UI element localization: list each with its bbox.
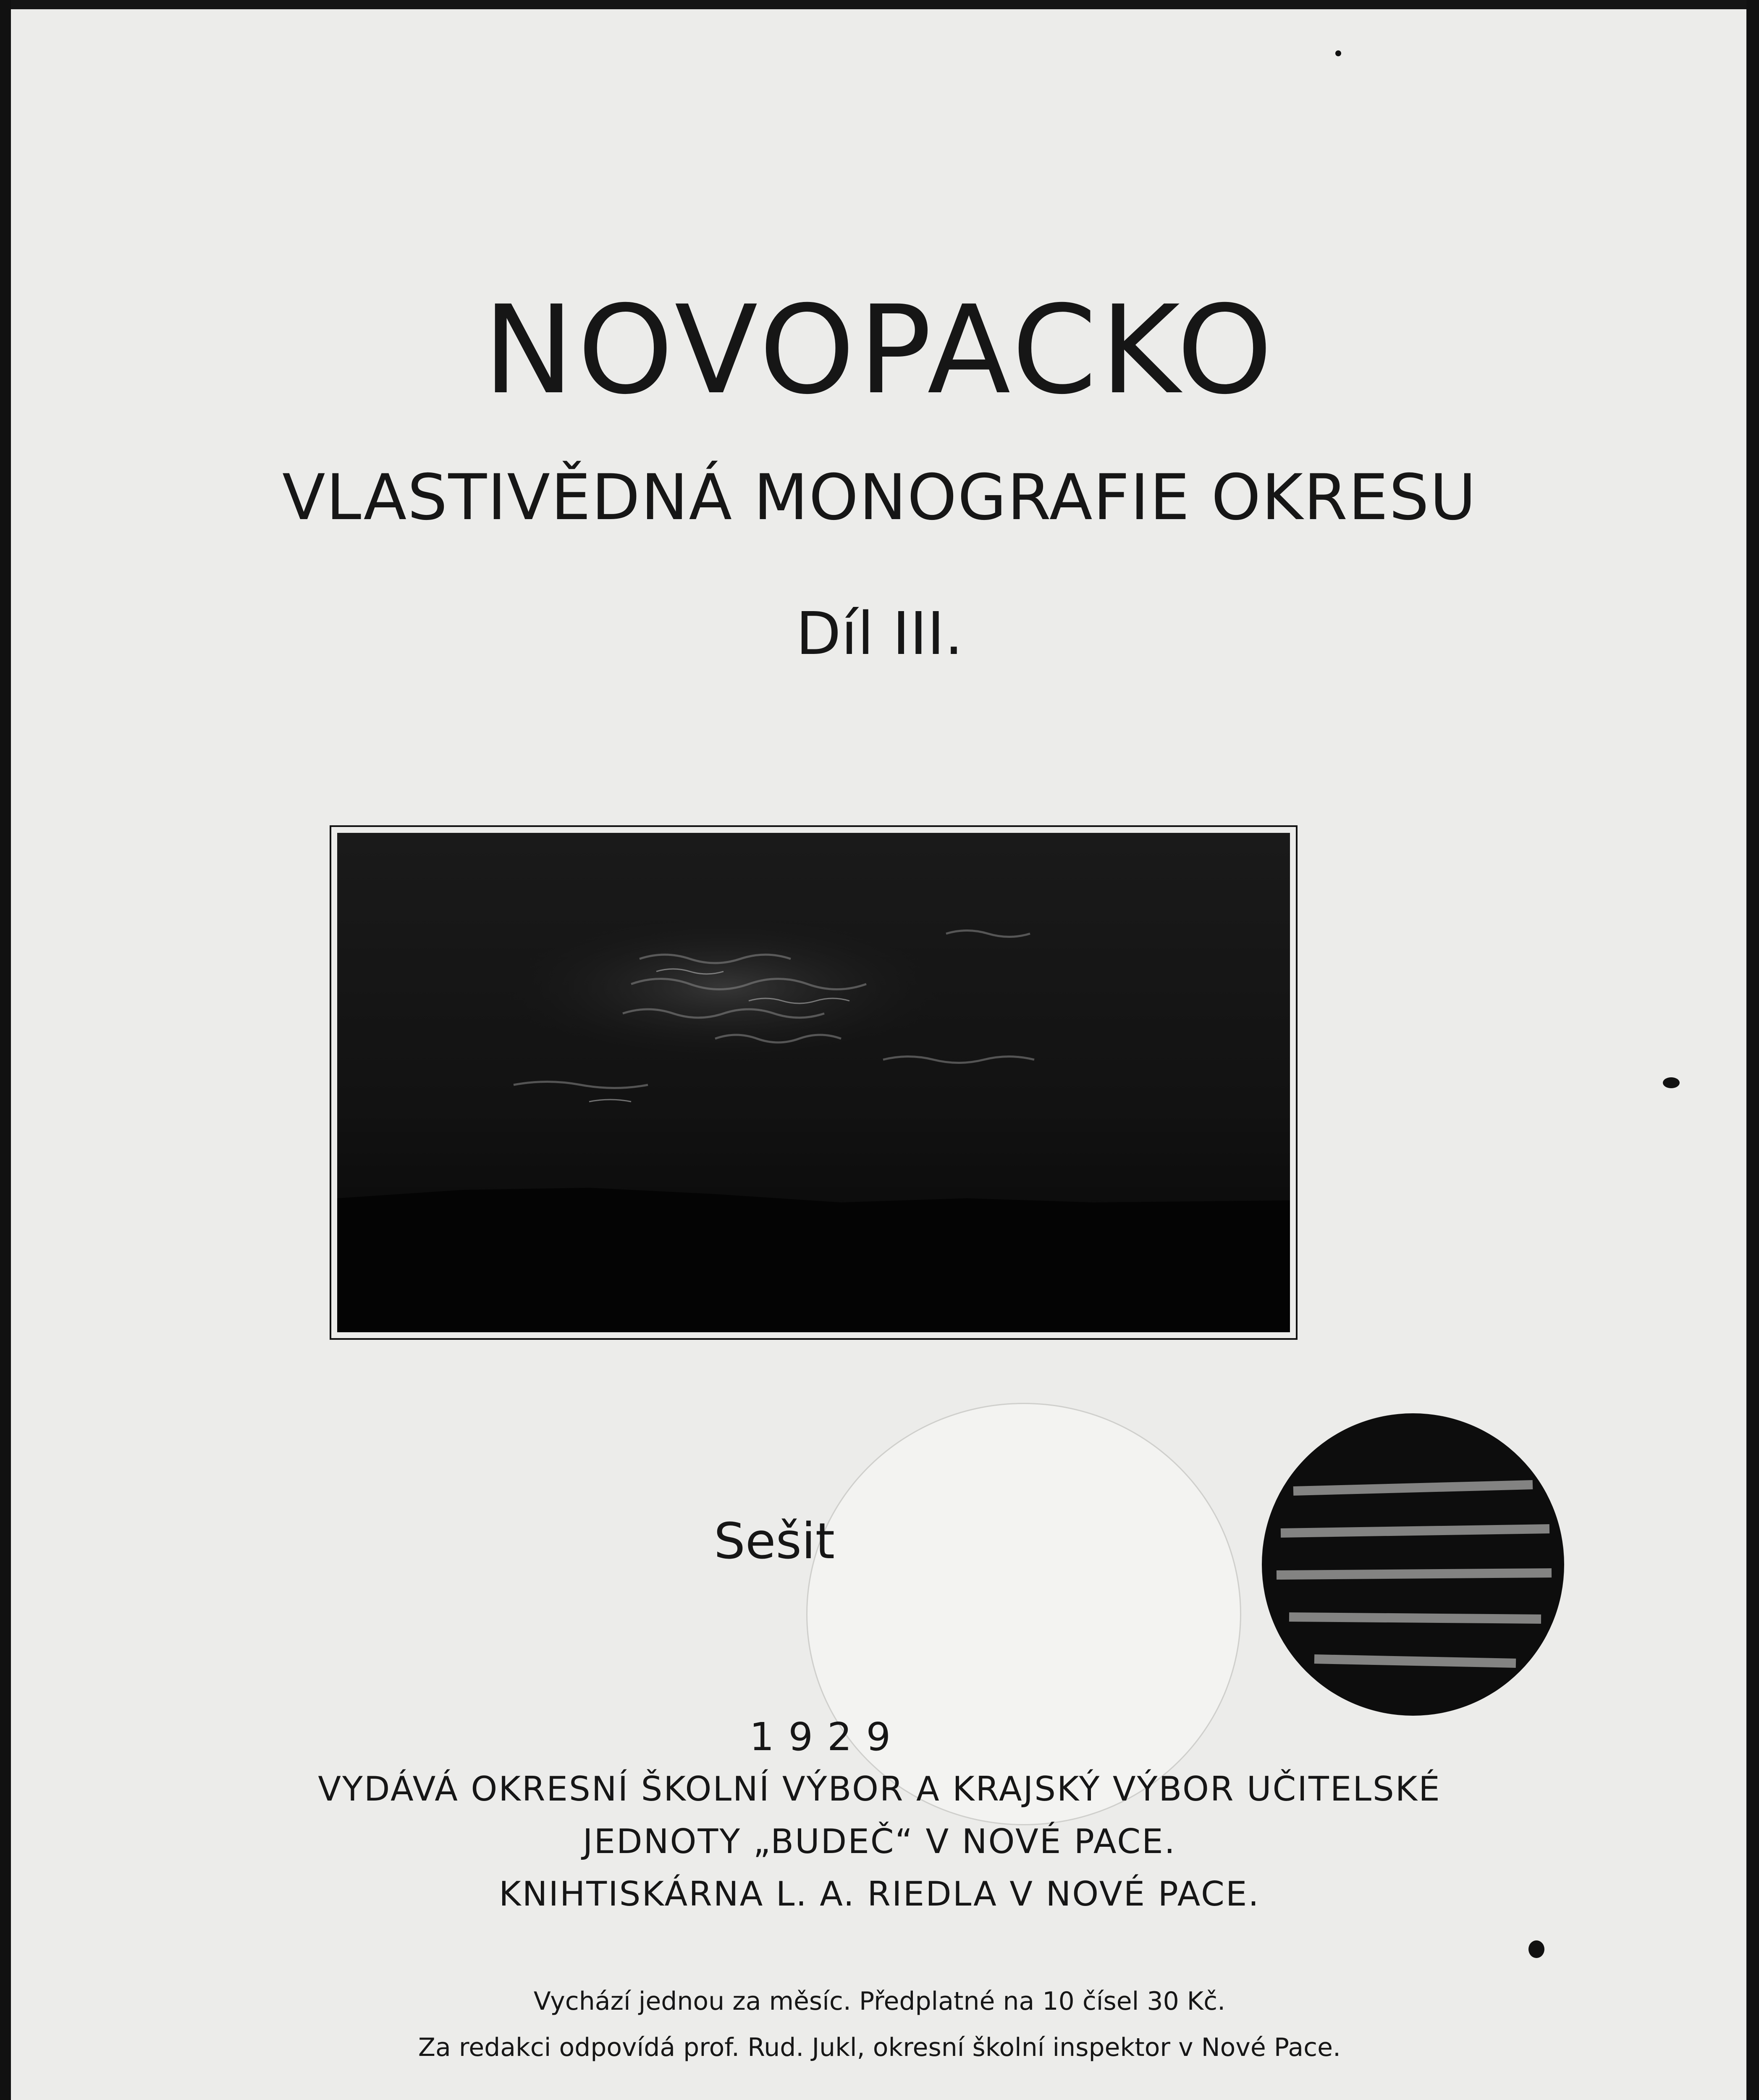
scan-speck xyxy=(1528,1940,1544,1958)
issue-label: Sešit xyxy=(714,1512,835,1570)
library-stamp-dark xyxy=(1256,1407,1570,1722)
library-stamp-faded xyxy=(806,1403,1241,1825)
publisher-line-2: JEDNOTY „BUDEČ“ V NOVÉ PACE. xyxy=(582,1822,1177,1861)
scan-edge-top xyxy=(0,0,1759,9)
subscription-note: Vychází jednou za měsíc. Předplatné na 10 čísel 30 Kč. xyxy=(533,1987,1226,2016)
editor-note: Za redakci odpovídá prof. Rud. Jukl, okresní školní inspektor v Nové Pace. xyxy=(418,2033,1341,2062)
publisher-line-1: VYDÁVÁ OKRESNÍ ŠKOLNÍ VÝBOR A KRAJSKÝ VÝBOR UČITELSKÉ xyxy=(318,1769,1441,1809)
printer-line: KNIHTISKÁRNA L. A. RIEDLA V NOVÉ PACE. xyxy=(499,1874,1260,1914)
night-landscape-image xyxy=(337,833,1290,1332)
page-subtitle: VLASTIVĚDNÁ MONOGRAFIE OKRESU xyxy=(282,461,1477,534)
volume-label: Díl III. xyxy=(796,600,963,668)
scan-speck xyxy=(1335,50,1341,56)
scan-speck xyxy=(1663,1077,1680,1088)
cover-photograph xyxy=(330,825,1298,1340)
publication-year: 1929 xyxy=(750,1714,905,1759)
page-title: NOVOPACKO xyxy=(483,280,1276,421)
